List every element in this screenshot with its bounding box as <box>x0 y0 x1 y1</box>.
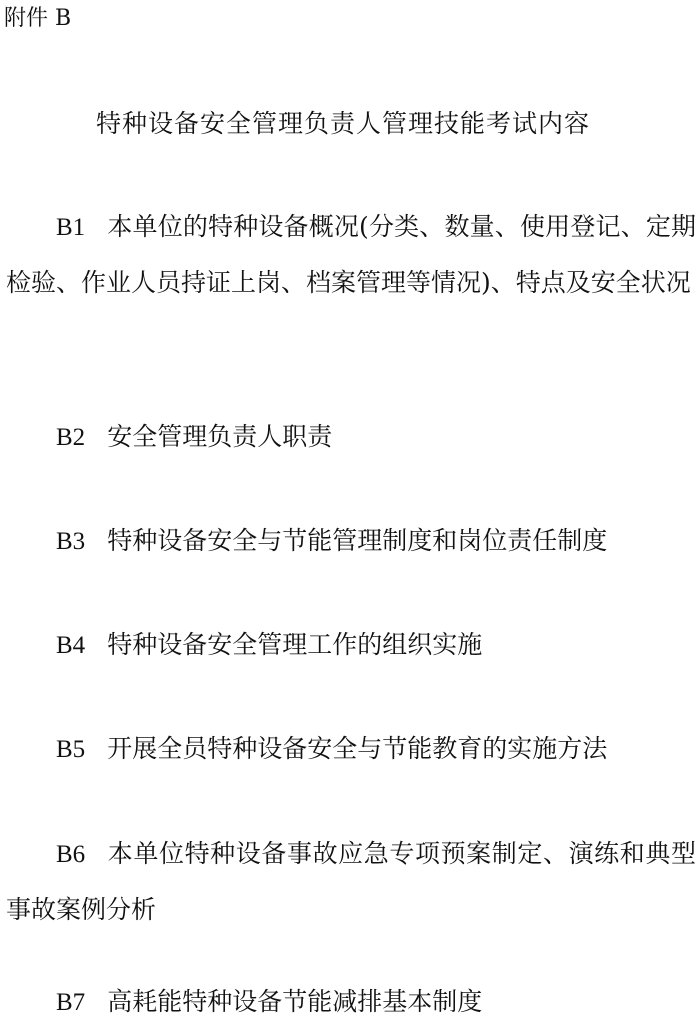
item-code: B2 <box>56 424 86 451</box>
content-item-b2 <box>6 409 696 465</box>
content-item-b6 <box>6 826 696 937</box>
content-item-b7 <box>6 974 696 1030</box>
item-code: B6 <box>56 841 86 868</box>
content-item-b5 <box>6 721 696 777</box>
annex-label: 附件 B <box>4 6 72 31</box>
content-item-b3 <box>6 513 696 569</box>
item-text: 安全管理负责人职责 <box>107 422 333 451</box>
item-text: 开展全员特种设备安全与节能教育的实施方法 <box>107 734 608 763</box>
item-text: 特种设备安全与节能管理制度和岗位责任制度 <box>107 526 608 555</box>
item-text: 高耗能特种设备节能减排基本制度 <box>107 987 483 1016</box>
content-item-b1 <box>6 199 696 310</box>
item-code: B5 <box>56 736 86 763</box>
item-text: 本单位的特种设备概况(分类、数量、使用登记、定期检验、作业人员持证上岗、档案管理等情况)、特点及安全状况 <box>6 212 696 297</box>
content-item-b4 <box>6 617 696 673</box>
item-text: 特种设备安全管理工作的组织实施 <box>107 630 483 659</box>
item-code: B1 <box>56 214 86 241</box>
item-code: B3 <box>56 528 86 555</box>
document-title: 特种设备安全管理负责人管理技能考试内容 <box>96 109 591 138</box>
item-code: B7 <box>56 989 86 1016</box>
item-code: B4 <box>56 632 86 659</box>
item-text: 本单位特种设备事故应急专项预案制定、演练和典型事故案例分析 <box>6 839 696 924</box>
